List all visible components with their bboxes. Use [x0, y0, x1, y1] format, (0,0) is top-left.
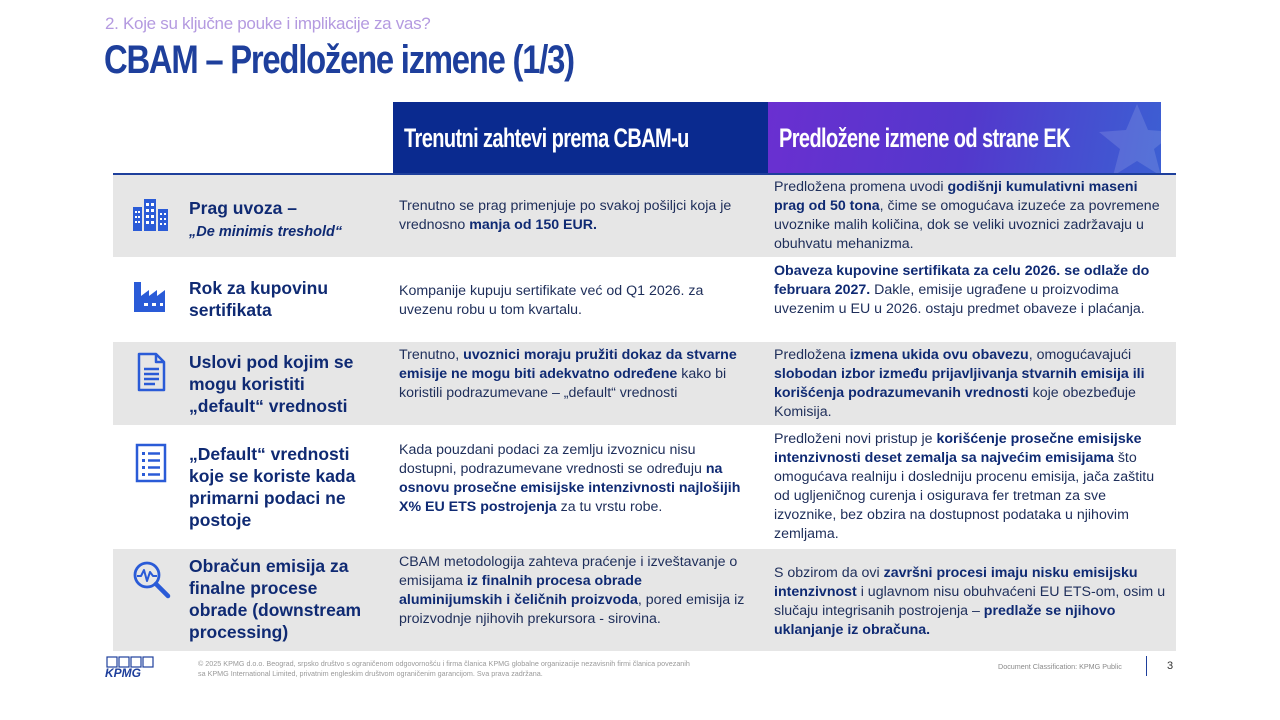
current-requirement-cell: [399, 553, 749, 629]
table-row: [113, 342, 1176, 425]
kpmg-logo-text: KPMG: [105, 666, 141, 678]
document-icon: [131, 352, 171, 392]
text-run: koje obezbeđuje Komisija.: [774, 385, 1136, 420]
row-label-title: Uslovi pod kojim se mogu koristiti „default“ vrednosti: [189, 352, 354, 416]
section-kicker: 2. Koje su ključne pouke i implikacije za vas?: [105, 14, 431, 33]
proposed-change-cell: [774, 564, 1169, 640]
proposed-change-cell: [774, 346, 1169, 422]
text-run: , čime se omogućava izuzeće za povremene uvoznike malih količina, dok se veliki uvoznici zadržavaju u obuhvatu mehanizma.: [774, 198, 1160, 252]
factory-icon: [131, 276, 171, 316]
current-requirement-cell: [399, 282, 749, 320]
document-classification: Document Classification: KPMG Public: [998, 662, 1122, 671]
proposed-change-cell: [774, 178, 1169, 254]
text-run: Predložena promena uvodi: [774, 179, 948, 195]
row-label-title: Prag uvoza –: [189, 198, 297, 218]
bold-text-run: na osnovu prosečne emisijske intenzivnosti najlošijih X% EU ETS postrojenja: [399, 461, 741, 515]
bold-text-run: Obaveza kupovine sertifikata za celu 2026. se odlaže do februara 2027.: [774, 263, 1150, 298]
text-run: i uglavnom nisu obuhvaćeni EU ETS-om, osim u slučaju integrisanih postrojenja –: [774, 584, 1166, 619]
kpmg-logo-boxes-icon: [105, 656, 159, 678]
column-header-current-label: Trenutni zahtevi prema CBAM-u: [404, 122, 689, 153]
legal-notice: © 2025 KPMG d.o.o. Beograd, srpsko društvo s ograničenom odgovornošću i firma članica KPMG globalne organizacije nezavisnih firmi članica povezanih sa KPMG International Limited, privatnim engleskim društvom ograničenim garancijom. Sva prava zadržana.: [198, 659, 690, 678]
bold-text-run: slobodan izbor između prijavljivanja stvarnih emisija ili korišćenja podrazumevanih vrednosti: [774, 366, 1145, 401]
footer-divider: [1146, 656, 1147, 676]
row-label: [189, 197, 379, 243]
text-run: Predloženi novi pristup je: [774, 431, 937, 447]
kpmg-logo: [105, 656, 159, 683]
slide-title: CBAM – Predložene izmene (1/3): [104, 38, 574, 82]
bold-text-run: uvoznici moraju pružiti dokaz da stvarne emisije ne mogu biti adekvatno određene: [399, 347, 737, 382]
proposed-change-cell: [774, 262, 1169, 319]
text-run: Dakle, emisije ugrađene u proizvodima uvezenim u EU u 2026. ostaju predmet obaveze i plaćanja.: [774, 282, 1145, 317]
text-run: S obzirom da ovi: [774, 565, 884, 581]
table-row: [113, 427, 1176, 547]
column-header-proposed-label: Predložene izmene od strane EK: [779, 122, 1070, 153]
table-row: [113, 175, 1176, 257]
row-label-title: „Default“ vrednosti koje se koriste kada primarni podaci ne postoje: [189, 444, 356, 530]
current-requirement-cell: [399, 346, 749, 403]
magnifier-chart-icon: [131, 559, 171, 599]
bold-text-run: iz finalnih procesa obrade aluminijumskih i čeličnih proizvoda: [399, 573, 642, 608]
star-decoration-icon: [1087, 102, 1161, 174]
building-icon: [131, 195, 171, 235]
bold-text-run: predlaže se njihovo uklanjanje iz obračuna.: [774, 603, 1116, 638]
text-run: , omogućavajući: [1028, 347, 1132, 363]
bold-text-run: manja od 150 EUR.: [469, 217, 597, 233]
text-run: Trenutno se prag primenjuje po svakoj pošiljci koja je vrednosno: [399, 198, 732, 233]
bold-text-run: godišnji kumulativni maseni prag od 50 tona: [774, 179, 1138, 214]
proposed-change-cell: [774, 430, 1169, 544]
column-header-proposed: [768, 102, 1161, 174]
checklist-icon: [131, 443, 171, 483]
text-run: CBAM metodologija zahteva praćenje i izveštavanje o emisijama: [399, 554, 738, 589]
text-run: Trenutno,: [399, 347, 464, 363]
bold-text-run: završni procesi imaju nisku emisijsku intenzivnost: [774, 565, 1138, 600]
text-run: , pored emisija iz proizvodnje njihovih prekursora - sirovina.: [399, 592, 745, 627]
current-requirement-cell: [399, 197, 749, 235]
current-requirement-cell: [399, 441, 749, 517]
page-number: 3: [1167, 660, 1174, 672]
text-run: što omogućava realniju i dosledniju procenu emisija, jača zaštitu od ugljeničnog curenja i osigurava fer tretman za sve izvoznike, bez obzira na dostupnost podataka u njihovim zemljama.: [774, 450, 1155, 542]
text-run: Kompanije kupuju sertifikate već od Q1 2026. za uvezenu robu u tom kvartalu.: [399, 283, 704, 318]
row-label-subtitle: „De minimis treshold“: [189, 224, 343, 240]
row-label-title: Obračun emisija za finalne procese obrade (downstream processing): [189, 556, 362, 642]
bold-text-run: korišćenje prosečne emisijske intenzivnosti deset zemalja sa najvećim emisijama: [774, 431, 1142, 466]
row-label-title: Rok za kupovinu sertifikata: [189, 278, 329, 320]
table-row: [113, 549, 1176, 651]
table-row: [113, 259, 1176, 340]
bold-text-run: izmena ukida ovu obavezu: [849, 347, 1029, 363]
text-run: za tu vrstu robe.: [556, 499, 663, 515]
text-run: Kada pouzdani podaci za zemlju izvoznicu nisu dostupni, podrazumevane vrednosti se određuju: [399, 442, 706, 477]
text-run: Predložena: [774, 347, 850, 363]
column-header-current: [393, 102, 768, 174]
text-run: kako bi koristili podrazumevane – „default“ vrednosti: [399, 366, 727, 401]
